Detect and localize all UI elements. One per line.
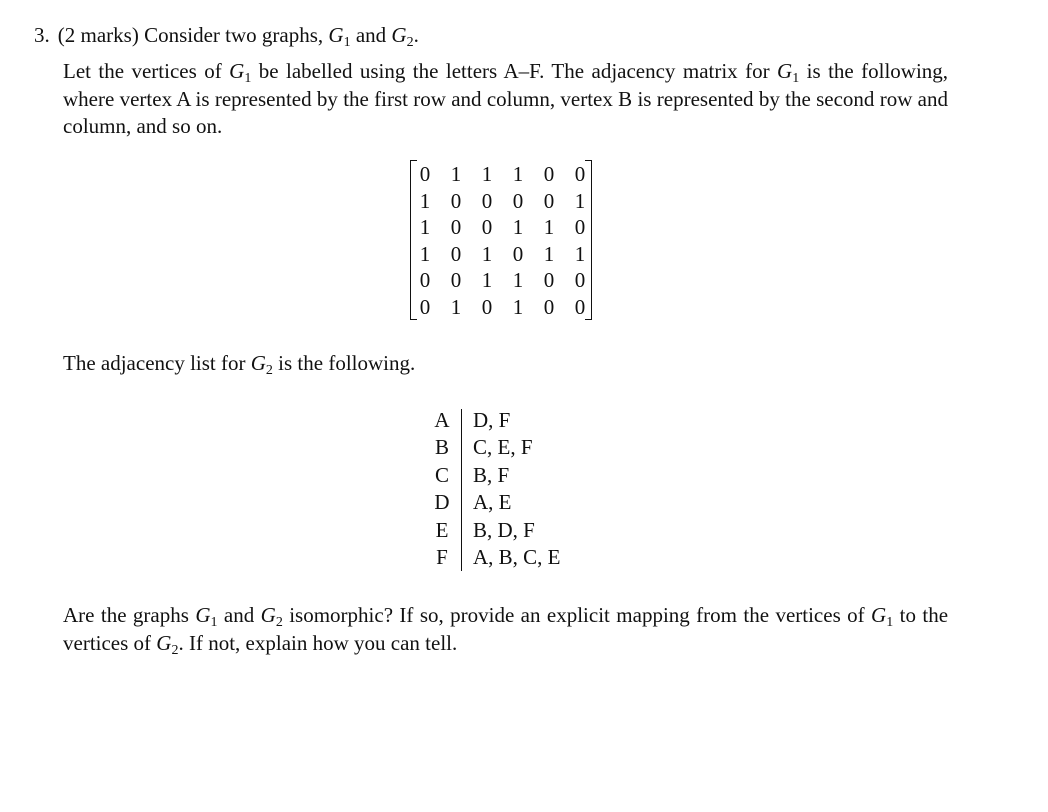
graph1-symbol: $G_1$	[229, 59, 252, 86]
adjacency-list-vertex: C	[434, 462, 449, 487]
question-number: 3.	[34, 23, 50, 47]
matrix-cell: 1	[450, 294, 462, 319]
matrix-cell: 0	[450, 215, 462, 239]
matrix-cell: 0	[450, 241, 462, 266]
matrix-cell: 0	[543, 188, 555, 213]
graph1-symbol: $G_1$	[328, 23, 351, 50]
matrix-cell: 1	[543, 215, 555, 239]
matrix-cell: 0	[450, 268, 462, 292]
matrix-cell: 1	[481, 268, 493, 292]
matrix-cell: 0	[574, 162, 586, 186]
matrix-cell: 0	[481, 294, 493, 319]
adjacency-list	[420, 407, 620, 573]
matrix-cell: 0	[419, 268, 431, 292]
paragraph-adjacency-list-intro: The adjacency list for $G_2$ is the following.	[63, 351, 416, 378]
graph1-symbol: $G_1$	[871, 603, 894, 630]
matrix-cell: 1	[574, 241, 586, 266]
adjacency-matrix	[410, 160, 600, 320]
matrix-cell: 0	[574, 294, 586, 319]
graph1-symbol: $G_1$	[195, 603, 218, 630]
adjacency-list-neighbors: B, F	[473, 462, 510, 487]
matrix-cell: 1	[419, 188, 431, 213]
question-intro: Consider two graphs,	[144, 23, 324, 47]
graph1-symbol: $G_1$	[777, 59, 800, 86]
adjacency-list-neighbors: A, B, C, E	[473, 545, 561, 569]
paragraph-vertices-intro: Let the vertices of $G_1$ be labelled using the letters A–F. The adjacency matrix for $G_1$ is the following, where vertex A is represented by the first row and column, vertex B is represented by the second row and column, and so on.	[63, 59, 949, 138]
matrix-cell: 1	[512, 294, 524, 319]
adjacency-list-neighbors: D, F	[473, 408, 511, 432]
matrix-cell: 0	[543, 268, 555, 292]
matrix-cell: 0	[574, 268, 586, 292]
adjacency-list-vertex: E	[435, 517, 449, 542]
adjacency-list-vertex: D	[434, 490, 450, 515]
matrix-cell: 1	[543, 241, 555, 266]
matrix-cell: 0	[450, 188, 462, 213]
matrix-cell: 0	[543, 294, 555, 319]
matrix-cell: 1	[450, 162, 462, 186]
question-marks: (2 marks)	[57, 23, 139, 47]
matrix-cell: 0	[419, 294, 431, 319]
adjacency-list-neighbors: B, D, F	[473, 517, 535, 542]
matrix-cell: 0	[481, 188, 493, 213]
adjacency-list-divider	[461, 409, 462, 571]
graph2-symbol: $G_2$	[260, 603, 283, 630]
matrix-cell: 1	[512, 215, 524, 239]
matrix-cell: 1	[419, 215, 431, 239]
matrix-cell: 0	[481, 215, 493, 239]
matrix-cell: 0	[512, 188, 524, 213]
question-header: 3. (2 marks) Consider two graphs, $G_1$ and $G_2$.	[34, 23, 419, 50]
matrix-cell: 0	[512, 241, 524, 266]
adjacency-list-neighbors: A, E	[473, 490, 512, 515]
matrix-cell: 0	[574, 215, 586, 239]
graph2-symbol: $G_2$	[156, 630, 179, 658]
adjacency-list-neighbors: C, E, F	[473, 435, 533, 460]
matrix-cell: 1	[512, 268, 524, 292]
matrix-cell: 1	[481, 241, 493, 266]
graph2-symbol: $G_2$	[391, 23, 414, 50]
adjacency-list-vertex: A	[434, 408, 450, 432]
paragraph-question-prompt: Are the graphs $G_1$ and $G_2$ isomorphic? If so, provide an explicit mapping from the vertices of $G_1$ to the vertices of $G_2$. If not, explain how you can tell.	[63, 603, 949, 658]
adjacency-list-vertex: F	[436, 545, 448, 569]
matrix-cell: 0	[419, 162, 431, 186]
matrix-cell: 1	[419, 241, 431, 266]
matrix-cell: 0	[543, 162, 555, 186]
and-word: and	[355, 23, 387, 47]
adjacency-list-vertex: B	[434, 435, 449, 460]
matrix-cell: 1	[512, 162, 524, 186]
graph2-symbol: $G_2$	[250, 351, 273, 378]
matrix-cell: 1	[574, 188, 586, 213]
matrix-cell: 1	[481, 162, 493, 186]
